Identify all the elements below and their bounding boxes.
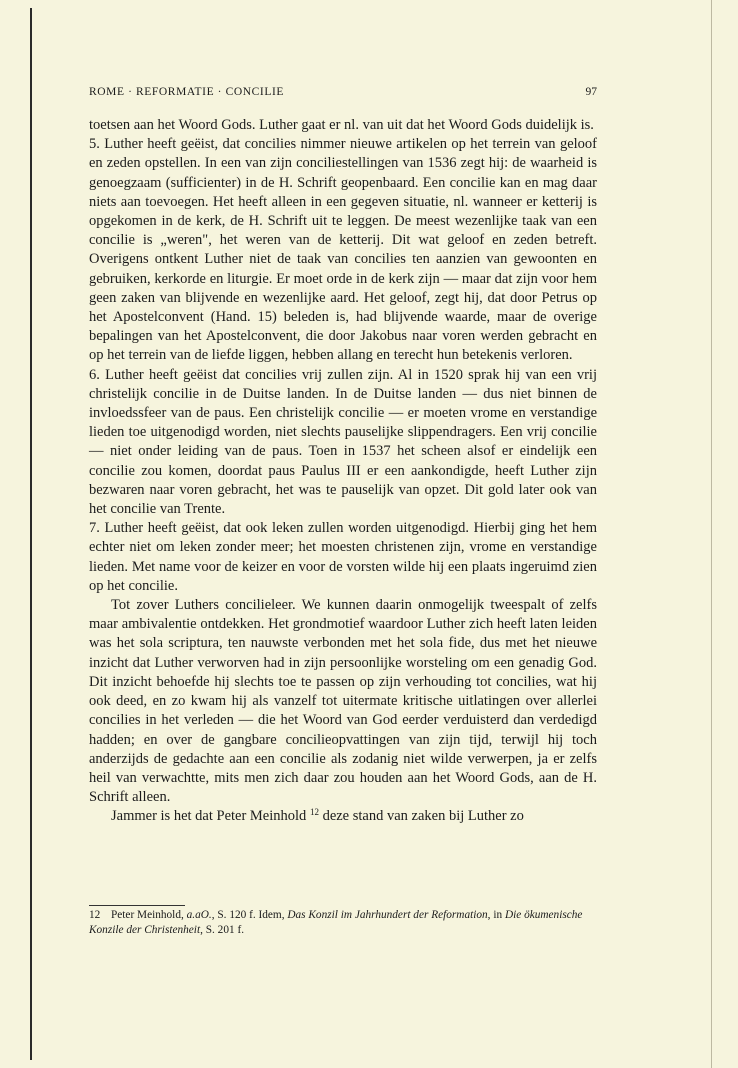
footnote: [89, 908, 597, 938]
footnote-title-2: Die ökumenische Konzile der Christenheit: [89, 909, 583, 936]
footnote-end: , S. 201 f.: [200, 924, 245, 936]
page-number: 97: [585, 86, 597, 98]
footnote-mid: , S. 120 f. Idem,: [211, 909, 288, 921]
running-head: [89, 86, 597, 98]
running-title: ROME · REFORMATIE · CONCILIE: [89, 86, 285, 98]
footnote-sep: , in: [487, 909, 505, 921]
footnote-rule: [89, 905, 185, 906]
footnote-number: 12: [89, 909, 101, 921]
footnote-ref: 12: [309, 807, 319, 818]
scan-edge-line: [30, 8, 32, 1060]
footnote-title-1: Das Konzil im Jahrhundert der Reformation: [287, 909, 488, 921]
footnote-aao: a.aO.: [186, 909, 212, 921]
body-text: [89, 116, 597, 827]
final-text-end: deze stand van zaken bij Luther zo: [318, 808, 524, 825]
final-text-start: Jammer is het dat Peter Meinhold: [111, 808, 310, 825]
paragraph-point-7: 7. Luther heeft geëist, dat ook leken zullen worden uitgenodigd. Hierbij ging het hem echter niet om leken zonder meer; het moesten christenen zijn, vrome en verstandige lieden. Met name voor de keizer en voor de vorsten wilde hij een plaats ingeruimd zien op het concilie.: [89, 520, 597, 594]
paragraph-point-6: 6. Luther heeft geëist dat concilies vrij zullen zijn. Al in 1520 sprak hij van een vrij christelijk concilie in de Duitse landen. In de Duitse landen — dus niet binnen de invloedssfeer van de paus. Een christelijk concilie — er moeten vrome en verstandige lieden toe uitgenodigd worden, niet slechts pauselijke slippendragers. Een vrij concilie — niet onder leiding van de paus. Toen in 1537 het scheen alsof er eindelijk een concilie zou komen, doordat paus Paulus III er een aankondigde, heeft Luther zijn bezwaren naar voren gebracht, het was te pauselijk van opzet. Dit gold later ook van het concilie van Trente.: [89, 366, 597, 518]
paragraph-summary: Tot zover Luthers concilieleer. We kunnen daarin onmogelijk tweespalt of zelfs maar ambivalentie ontdekken. Het grondmotief waardoor Luther zich heeft laten leiden was het sola scriptura, ten nauwste verbonden met het sola fide, dus met het nieuwe inzicht dat Luther verworven had in zijn persoonlijke worsteling om een genadig God. Dit inzicht behoefde hij slechts toe te passen op zijn verhouding tot concilies, wat hij ook deed, en zo kwam hij als vanzelf tot uitermate kritische uitlatingen over allerlei concilies in het verleden — die het Woord van God eerder verduisterd dan verdedigd hadden; en over de gangbare concilieopvattingen van zijn tijd, terwijl hij toch anderzijds de gedachte aan een concilie als zodanig niet wilde verwerpen, ja er zelfs heil van verwachtte, mits men zich daar zou houden aan het Woord Gods, aan de H. Schrift alleen.: [89, 597, 597, 806]
paragraph-final: [89, 807, 597, 826]
footnote-author: Peter Meinhold,: [111, 909, 187, 921]
paragraph-continuation: toetsen aan het Woord Gods. Luther gaat er nl. van uit dat het Woord Gods duidelijk is.: [89, 117, 594, 133]
page-edge-line: [711, 0, 712, 1068]
paragraph-point-5: 5. Luther heeft geëist, dat concilies nimmer nieuwe artikelen op het terrein van geloof en zeden opstellen. In een van zijn conciliestellingen van 1536 zegt hij: de waarheid is genoegzaam (sufficienter) in de H. Schrift geopenbaard. Een concilie kan en mag daar niets aan toevoegen. Het heeft alleen in een gegeven situatie, nl. wanneer er ketterij is opgekomen in de kerk, de H. Schrift uit te leggen. De meest wezenlijke taak van een concilie is „weren", het weren van de ketterij. Dit wat geloof en zeden betreft. Overigens ontkent Luther niet de taak van concilies ten aanzien van gewoonten en gebruiken, kerkorde en liturgie. Er moet orde in de kerk zijn — maar dat zijn voor hem geen zaken van blijvende en wezenlijke aard. Het geloof, zegt hij, dat door Petrus op het Apostelconvent (Hand. 15) beleden is, had blijvende waarde, maar de overige bepalingen van het Apostelconvent, die door Jakobus naar voren werden gebracht en op het terrein van de liefde liggen, hebben allang en terecht hun betekenis verloren.: [89, 136, 597, 364]
